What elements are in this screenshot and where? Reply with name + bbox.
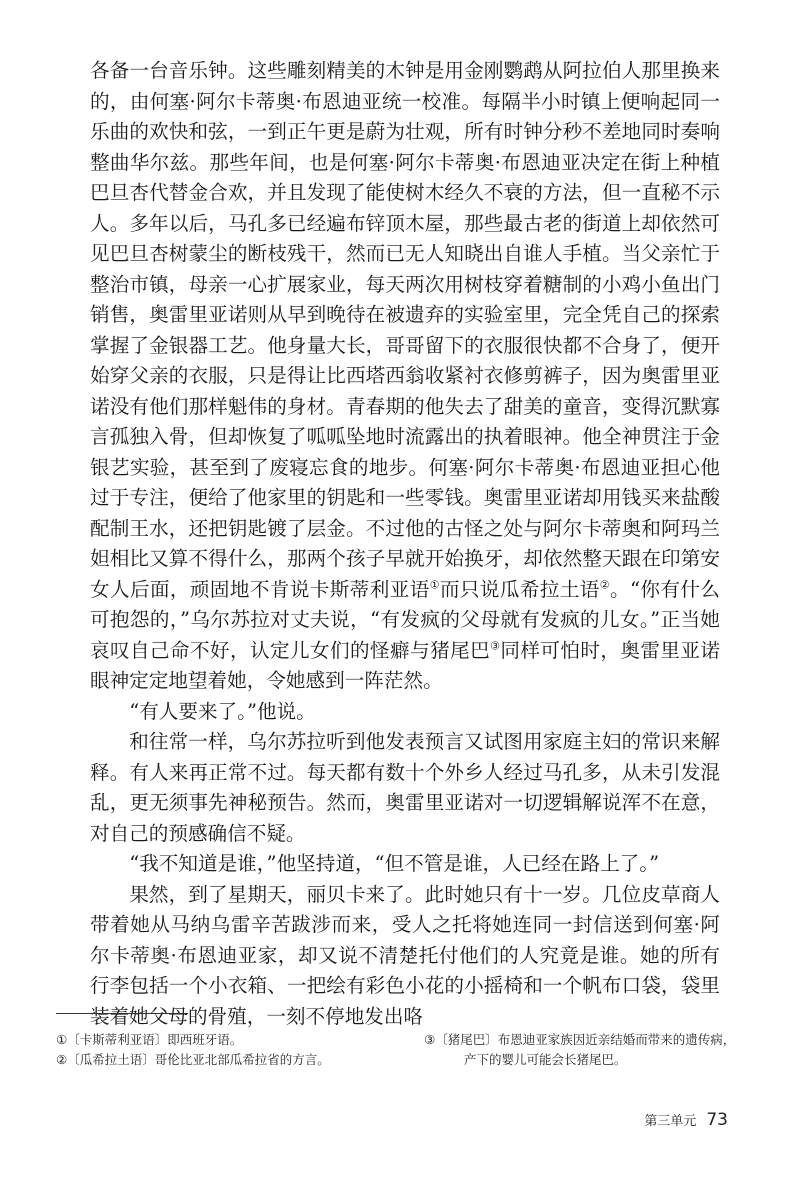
unit-label: 第三单元 xyxy=(644,1114,697,1129)
footnote-divider xyxy=(56,1013,188,1014)
footnotes-left-column xyxy=(56,1030,416,1070)
footnote-ref-2: ② xyxy=(599,577,611,591)
footnote-ref-1: ① xyxy=(429,577,440,591)
paragraph: 各备一台音乐钟。这些雕刻精美的木钟是用金刚鹦鹉从阿拉伯人那里换来的，由何塞·阿尔卡蒂奥·布恩迪亚统一校准。每隔半小时镇上便响起同一乐曲的欢快和弦，一到正午更是蔚为壮观，所有时钟分秒不差地同时奏响整曲华尔兹。那些年间，也是何塞·阿尔卡蒂奥·布恩迪亚决定在街上种植巴旦杏代替金合欢，并且发现了能使树木经久不衰的方法，但一直秘不示人。多年以后，马孔多已经遍布锌顶木屋，那些最古老的街道上却依然可见巴旦杏树蒙尘的断枝残干，然而已无人知晓出自谁人手植。当父亲忙于整治市镇，母亲一心扩展家业，每天两次用树枝穿着糖制的小鸡小鱼出门销售，奥雷里亚诺则从早到晚待在被遗弃的实验室里，完全凭自己的探索掌握了金银器工艺。他身量大长，哥哥留下的衣服很快都不合身了，便开始穿父亲的衣服，只是得让比西塔西翁收紧衬衣修剪裤子，因为奥雷里亚诺没有他们那样魁伟的身材。青春期的他失去了甜美的童音，变得沉默寡言孤独入骨，但却恢复了呱呱坠地时流露出的执着眼神。他全神贯注于金银艺实验，甚至到了废寝忘食的地步。何塞·阿尔卡蒂奥·布恩迪亚担心他过于专注，便给了他家里的钥匙和一些零钱。奥雷里亚诺却用钱买来盐酸配制王水，还把钥匙镀了层金。不过他的古怪之处与阿尔卡蒂奥和阿玛兰妲相比又算不得什么，那两个孩子早就开始换牙，却依然整天跟在印第安女人后面，顽固地不肯说卡斯蒂利亚语①而只说瓜希拉土语②。“你有什么可抱怨的，”乌尔苏拉对丈夫说，“有发疯的父母就有发疯的儿女。”正当她哀叹自己命不好，认定儿女们的怪癖与猪尾巴③同样可怕时，奥雷里亚诺眼神定定地望着她，令她感到一阵茫然。 xyxy=(90,59,721,692)
footnotes-right-column xyxy=(424,1030,746,1070)
footnote-2: ②〔瓜希拉土语〕哥伦比亚北部瓜希拉省的方言。 xyxy=(56,1052,330,1067)
paragraph: 果然，到了星期天，丽贝卡来了。此时她只有十一岁。几位皮草商人带着她从马纳乌雷辛苦跋涉而来，受人之托将她连同一封信送到何塞·阿尔卡蒂奥·布恩迪亚家，却又说不清楚托付他们的人究竟是谁。她的所有行李包括一个小衣箱、一把绘有彩色小花的小摇椅和一个帆布口袋，袋里装着她父母的骨殖，一刻不停地发出咯 xyxy=(90,882,720,1028)
footnote-3: ③〔猪尾巴〕布恩迪亚家族因近亲结婚而带来的遗传病，产下的婴儿可能会长猪尾巴。 xyxy=(424,1032,736,1067)
body-text xyxy=(90,56,720,1032)
footnote-1: ①〔卡斯蒂利亚语〕即西班牙语。 xyxy=(56,1032,243,1047)
paragraph: 和往常一样，乌尔苏拉听到他发表预言又试图用家庭主妇的常识来解释。有人来再正常不过。每天都有数十个外乡人经过马孔多，从未引发混乱，更无须事先神秘预告。然而，奥雷里亚诺对一切逻辑解说浑不在意，对自己的预感确信不疑。 xyxy=(90,730,720,845)
page-footer xyxy=(644,1110,728,1130)
page-number: 73 xyxy=(706,1110,728,1130)
paragraph: “有人要来了。”他说。 xyxy=(129,699,316,723)
footnote-ref-3: ③ xyxy=(490,638,501,652)
paragraph: “我不知道是谁，”他坚持道，“但不管是谁，人已经在路上了。” xyxy=(129,852,660,875)
